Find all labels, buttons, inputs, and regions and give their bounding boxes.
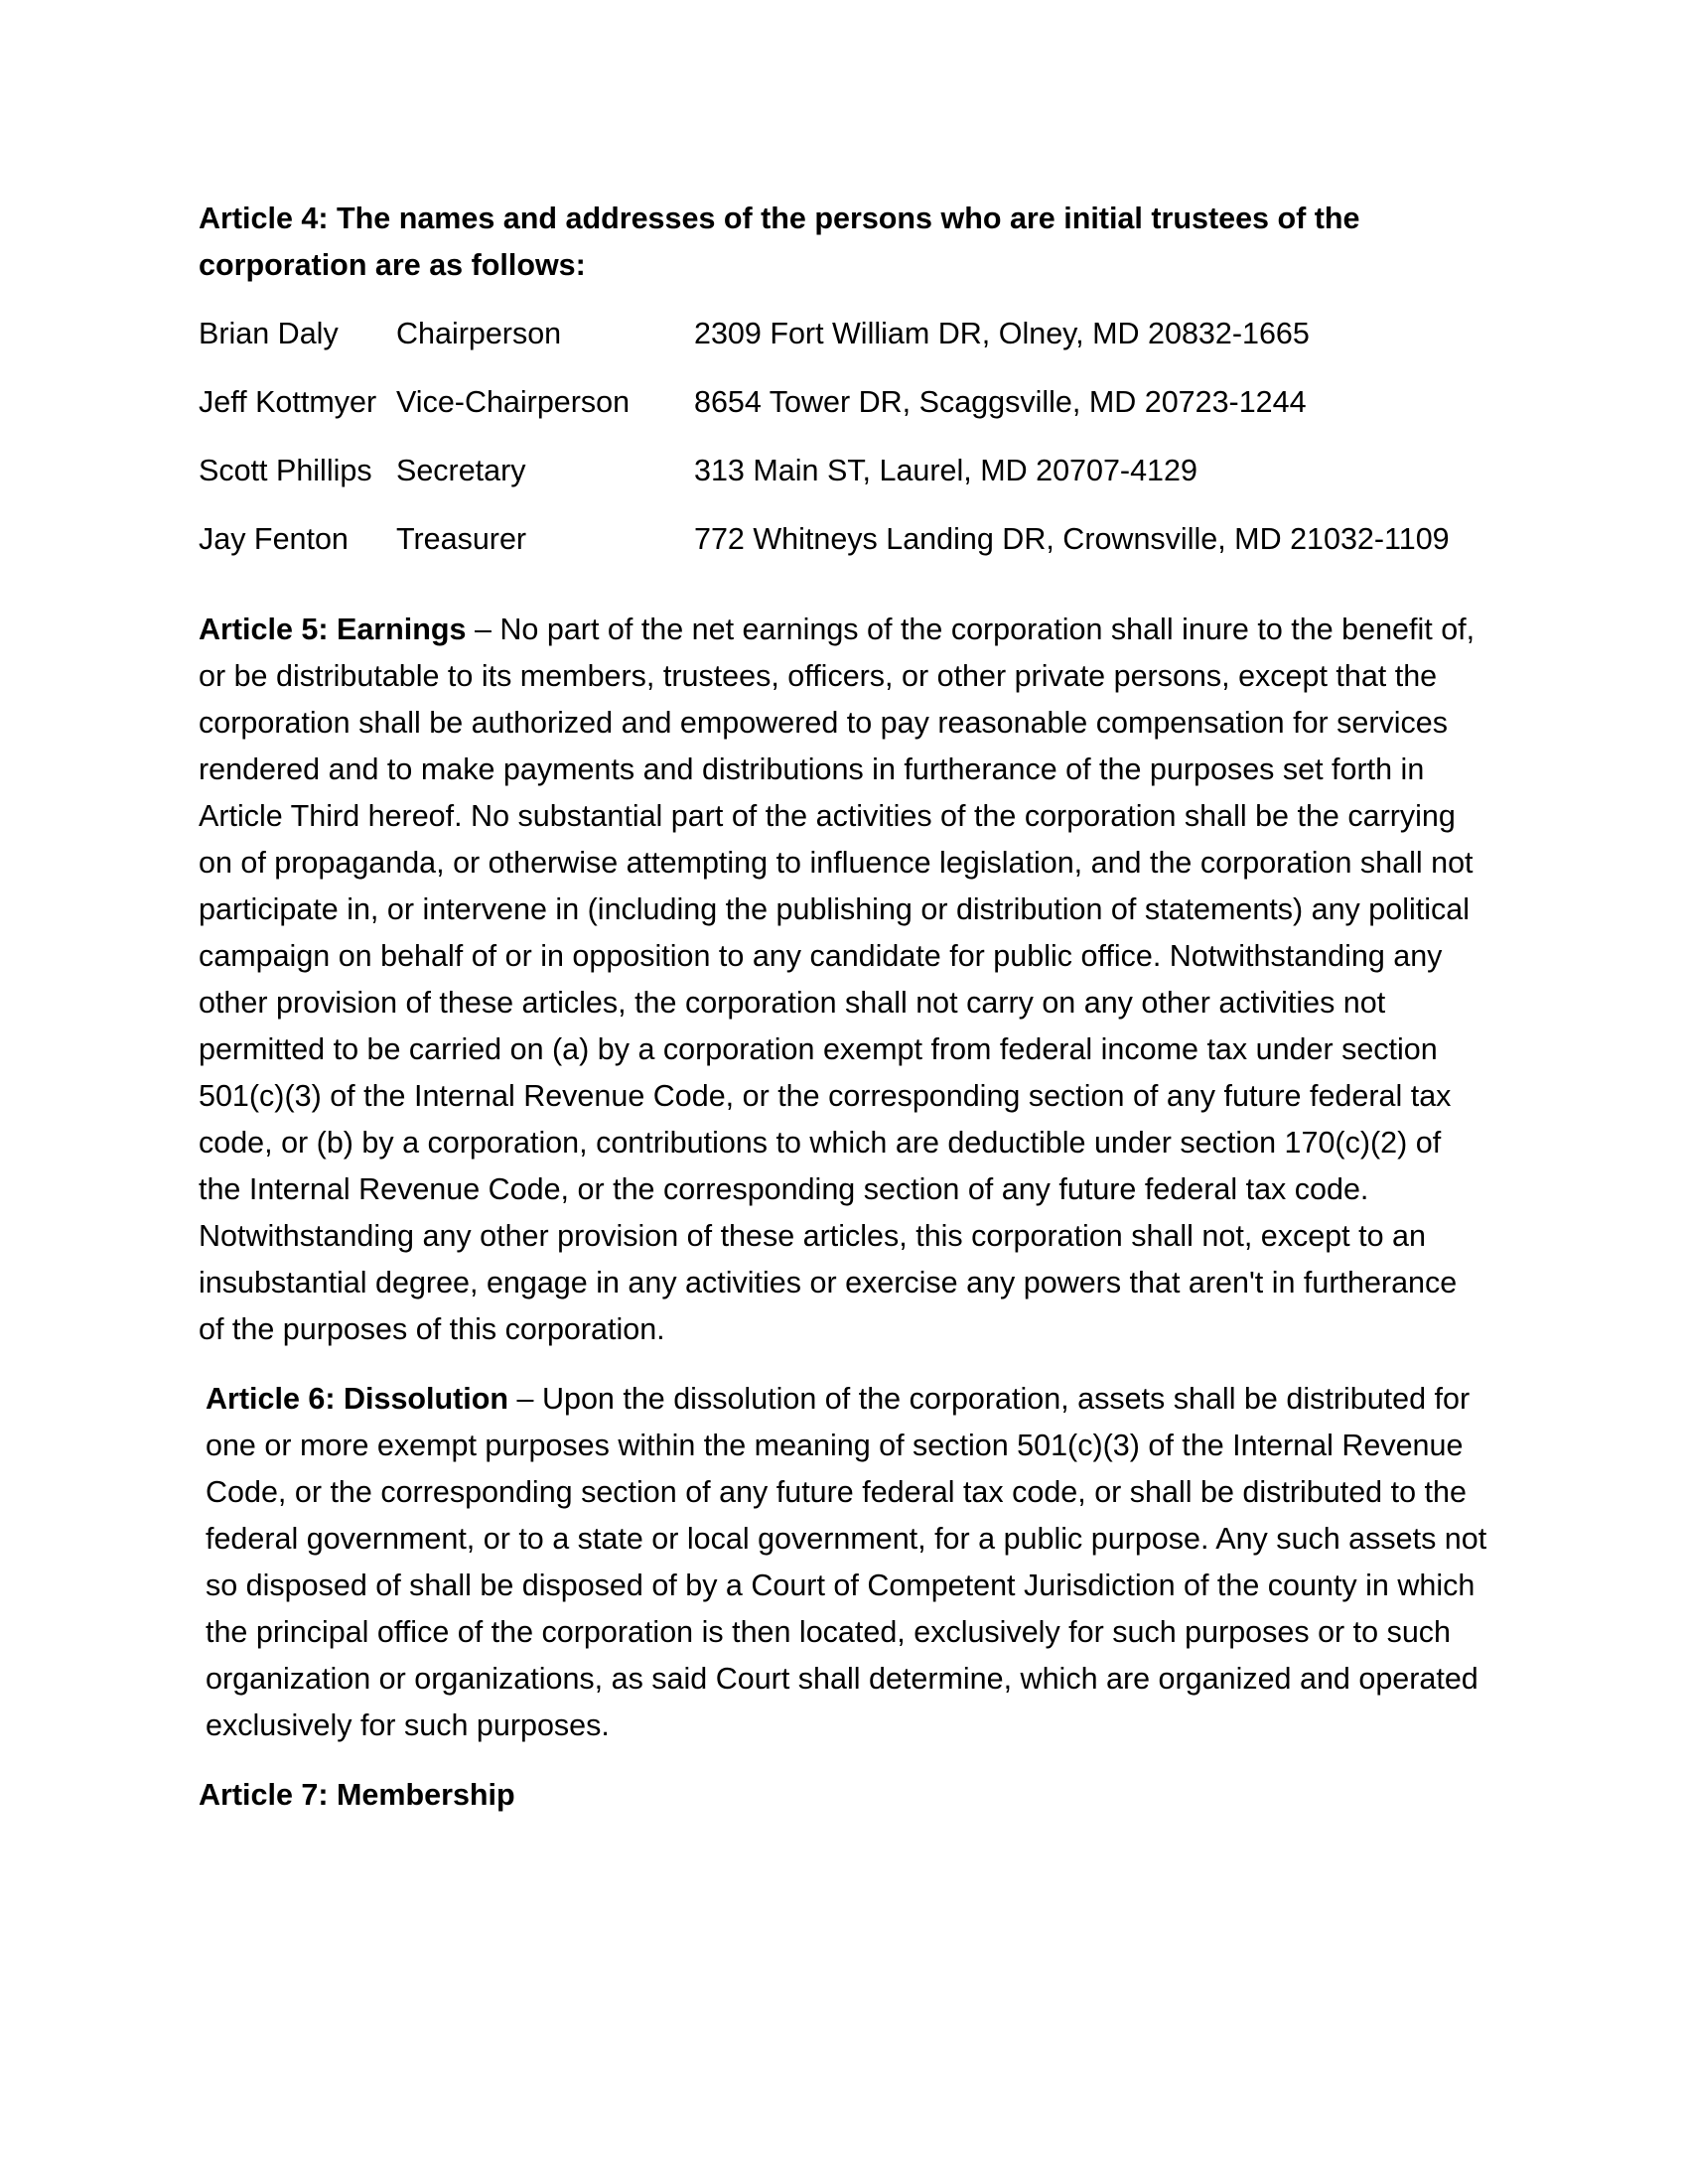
article-5-paragraph <box>199 607 1489 1353</box>
trustee-address: 8654 Tower DR, Scaggsville, MD 20723-1244 <box>694 385 1307 419</box>
trustee-name: Brian Daly <box>199 317 339 350</box>
article-6-body: – Upon the dissolution of the corporation, assets shall be distributed for one or more exempt purposes within the meaning of section 501(c)(3) of the Internal Revenue Code, or the corresponding section of any future federal tax code, or shall be distributed to the federal government, or to a state or local government, for a public purpose. Any such assets not so disposed of shall be disposed of by a Court of Competent Jurisdiction of the county in which the principal office of the corporation is then located, exclusively for such purposes or to such organization or organizations, as said Court shall determine, which are organized and operated exclusively for such purposes. <box>206 1382 1487 1742</box>
trustee-row <box>199 516 1450 585</box>
article-4-heading: Article 4: The names and addresses of the persons who are initial trustees of the corporation are as follows: <box>199 202 1360 282</box>
article-5-heading: Article 5: Earnings <box>199 613 467 646</box>
article-6-paragraph <box>199 1376 1489 1749</box>
trustee-row <box>199 379 1450 448</box>
trustee-row <box>199 448 1450 516</box>
trustee-name: Jeff Kottmyer <box>199 385 377 419</box>
article-6-heading: Article 6: Dissolution <box>206 1382 509 1416</box>
trustee-role: Secretary <box>396 454 526 487</box>
trustees-table <box>199 311 1450 585</box>
document-page <box>199 196 1489 1819</box>
trustee-name: Scott Phillips <box>199 454 372 487</box>
trustee-name: Jay Fenton <box>199 522 349 556</box>
trustee-address: 772 Whitneys Landing DR, Crownsville, MD 21032-1109 <box>694 522 1450 556</box>
trustee-address: 313 Main ST, Laurel, MD 20707-4129 <box>694 454 1197 487</box>
article-7-heading: Article 7: Membership <box>199 1778 515 1812</box>
trustee-role: Vice-Chairperson <box>396 385 631 419</box>
trustee-role: Treasurer <box>396 522 527 556</box>
article-5-body: – No part of the net earnings of the corporation shall inure to the benefit of, or be distributable to its members, trustees, officers, or other private persons, except that the corporation shall be authorized and empowered to pay reasonable compensation for services rendered and to make payments and distributions in furtherance of the purposes set forth in Article Third hereof. No substantial part of the activities of the corporation shall be the carrying on of propaganda, or otherwise attempting to influence legislation, and the corporation shall not participate in, or intervene in (including the publishing or distribution of statements) any political campaign on behalf of or in opposition to any candidate for public office. Notwithstanding any other provision of these articles, the corporation shall not carry on any other activities not permitted to be carried on (a) by a corporation exempt from federal income tax under section 501(c)(3) of the Internal Revenue Code, or the corresponding section of any future federal tax code, or (b) by a corporation, contributions to which are deductible under section 170(c)(2) of the Internal Revenue Code, or the corresponding section of any future federal tax code. Notwithstanding any other provision of these articles, this corporation shall not, except to an insubstantial degree, engage in any activities or exercise any powers that aren't in furtherance of the purposes of this corporation. <box>199 613 1476 1346</box>
trustee-row <box>199 311 1450 379</box>
trustee-role: Chairperson <box>396 317 562 350</box>
trustee-address: 2309 Fort William DR, Olney, MD 20832-1665 <box>694 317 1310 350</box>
